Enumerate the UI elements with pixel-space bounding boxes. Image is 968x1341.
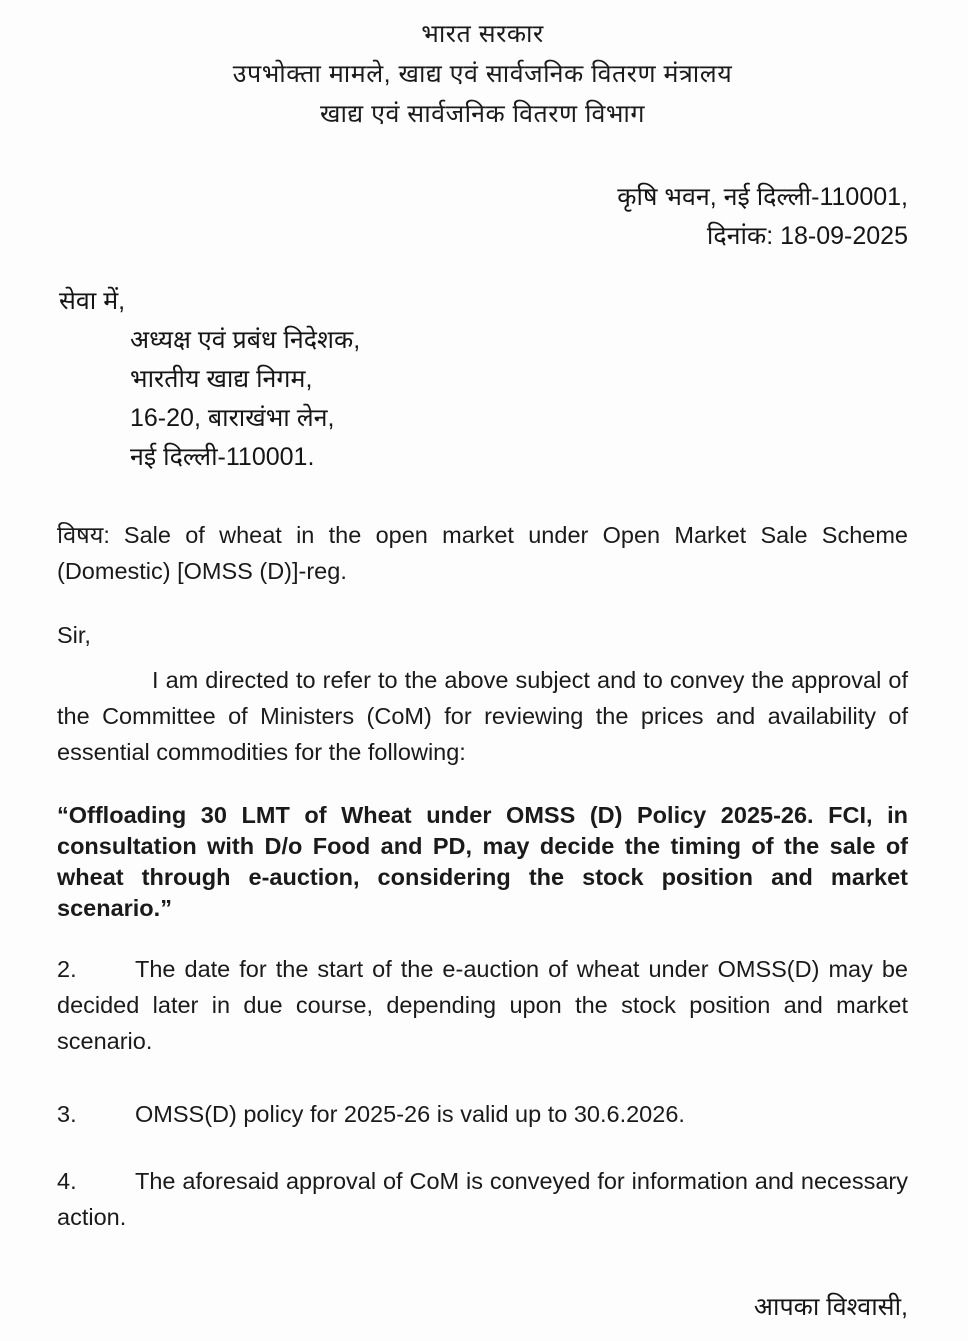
paragraph-4-number: 4.: [57, 1168, 77, 1194]
addressee-block: [57, 282, 908, 477]
place-date-block: [57, 178, 908, 256]
paragraph-3-text: OMSS(D) policy for 2025-26 is valid up to 30.6.2026.: [135, 1101, 685, 1127]
approval-quote: “Offloading 30 LMT of Wheat under OMSS (D) Policy 2025-26. FCI, in consultation with D/o Food and PD, may decide the timing of the sale of wheat through e-auction, considering the stock position and market scenario.”: [57, 802, 908, 921]
addressee-line: नई दिल्ली-110001.: [130, 443, 315, 471]
addressee-line: अध्यक्ष एवं प्रबंध निदेशक,: [130, 326, 361, 354]
letterhead-govt: भारत सरकार: [421, 20, 544, 48]
paragraph-4-text: The aforesaid approval of CoM is conveyed for information and necessary action.: [57, 1168, 908, 1230]
paragraph-4: [57, 1163, 908, 1235]
paragraph-3-number: 3.: [57, 1101, 77, 1127]
closing-line: आपका विश्वासी,: [753, 1293, 908, 1321]
paragraph-1: I am directed to refer to the above subject and to convey the approval of the Committee of Ministers (CoM) for reviewing the prices and availability of essential commodities for the following:: [57, 667, 908, 765]
paragraph-2-number: 2.: [57, 956, 77, 982]
addressee-line: 16-20, बाराखंभा लेन,: [130, 404, 335, 432]
letterhead-department: खाद्य एवं सार्वजनिक वितरण विभाग: [320, 100, 645, 128]
paragraph-2-text: The date for the start of the e-auction of wheat under OMSS(D) may be decided later in due course, depending upon the stock position and market scenario.: [57, 956, 908, 1054]
letterhead: [57, 14, 908, 134]
place-line: कृषि भवन, नई दिल्ली-110001,: [617, 183, 908, 211]
addressee-line: भारतीय खाद्य निगम,: [130, 365, 313, 393]
paragraph-2: [57, 951, 908, 1059]
addressee-to: सेवा में,: [59, 287, 126, 315]
subject-line: [57, 517, 908, 589]
paragraph-3: [57, 1096, 908, 1132]
letterhead-ministry: उपभोक्ता मामले, खाद्य एवं सार्वजनिक वितरण मंत्रालय: [232, 60, 733, 88]
subject-label: विषय:: [57, 522, 110, 548]
date-line: दिनांक: 18-09-2025: [706, 222, 908, 250]
salutation: Sir,: [57, 622, 91, 648]
subject-text: Sale of wheat in the open market under Open Market Sale Scheme (Domestic) [OMSS (D)]-reg.: [57, 522, 908, 584]
